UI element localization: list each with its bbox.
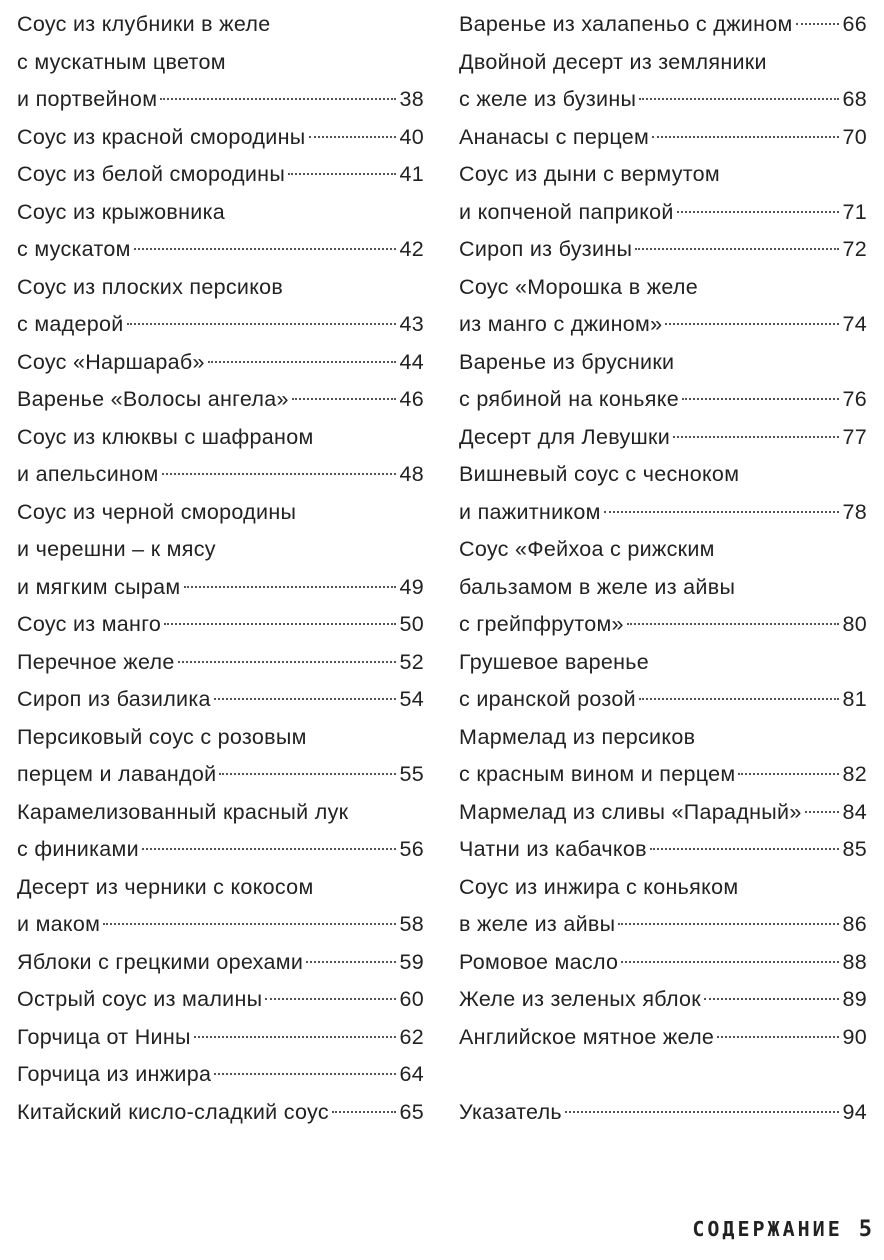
toc-entry-title: с мускатом [17,237,131,261]
toc-page-number: 68 [842,87,867,111]
toc-entry-title: Соус из инжира с коньяком [459,874,739,899]
toc-entry-line [17,606,424,644]
toc-page-number: 66 [842,12,867,36]
toc-entry-line [459,194,867,232]
toc-entry-title: Десерт из черники с кокосом [17,874,314,899]
toc-entry[interactable] [459,1019,867,1057]
dot-leader [214,698,397,700]
toc-entry-title: с грейпфрутом» [459,612,624,636]
toc-page-number: 71 [842,199,867,224]
toc-entry[interactable] [17,719,424,794]
toc-entry-title: из манго с джином» [459,312,663,336]
toc-entry-title: Варенье «Волосы ангела» [17,387,289,411]
toc-entry[interactable] [17,194,424,269]
toc-entry-line [459,381,867,419]
toc-entry-title: Яблоки с грецкими орехами [17,949,304,974]
toc-entry[interactable] [17,1056,424,1094]
toc-entry[interactable] [459,719,867,794]
toc-page-number: 78 [842,499,867,524]
toc-entry[interactable] [459,6,867,44]
toc-page-number: 46 [399,387,424,411]
toc-page-number: 56 [399,837,424,861]
toc-entry-line [459,756,867,794]
toc-entry[interactable] [17,681,424,719]
toc-entry-line [17,1056,424,1094]
toc-page-number: 58 [399,912,424,936]
toc-page-number: 48 [399,462,424,486]
toc-entry-line [459,419,867,457]
toc-left-column [17,6,424,1131]
toc-entry-title: Горчица от Нины [17,1024,191,1049]
toc-entry-title: и черешни – к мясу [17,537,216,561]
toc-entry-title: Соус из клубники в желе [17,12,271,36]
toc-entry-line [459,269,867,307]
toc-entry-line [17,494,424,532]
dot-leader [134,248,397,250]
toc-entry-line [459,119,867,157]
toc-entry-title: Варенье из брусники [459,349,675,374]
toc-page-number: 43 [399,312,424,336]
dot-leader [621,961,839,963]
toc-entry-title: Острый соус из малины [17,987,263,1011]
toc-entry-line [459,231,867,269]
toc-page-number: 81 [842,687,867,711]
dot-leader [292,398,397,400]
toc-entry-line [17,831,424,869]
toc-entry-line [459,944,867,982]
toc-entry-line [17,1019,424,1057]
toc-entry[interactable] [459,156,867,231]
toc-entry-line [459,981,867,1019]
toc-entry-title: Вишневый соус с чесноком [459,462,740,486]
toc-entry-title: Варенье из халапеньо с джином [459,12,793,36]
toc-page-number: 77 [842,424,867,449]
toc-entry[interactable] [459,344,867,419]
toc-entry-title: Соус из черной смородины [17,499,297,524]
dot-leader [194,1036,397,1038]
toc-entry[interactable] [17,156,424,194]
toc-entry-line [17,869,424,907]
dot-leader [219,773,396,775]
toc-entry-title: перцем и лавандой [17,762,217,786]
toc-entry[interactable] [17,644,424,682]
toc-entry-line [459,831,867,869]
dot-leader [635,248,839,250]
dot-leader [639,98,839,100]
dot-leader [677,211,840,213]
toc-entry-title: Персиковый соус с розовым [17,724,307,749]
toc-entry-title: и копченой паприкой [459,199,674,224]
toc-right-column [459,6,867,1131]
toc-entry-line [459,306,867,344]
dot-leader [704,998,839,1000]
toc-entry-title: с рябиной на коньяке [459,387,679,411]
dot-leader [673,436,839,438]
toc-entry-line [17,344,424,382]
toc-entry-title: с иранской розой [459,687,636,711]
toc-page-number: 86 [842,912,867,936]
section-title: СОДЕРЖАНИЕ [692,1217,843,1241]
toc-entry-line [17,1094,424,1132]
toc-entry-line [459,719,867,757]
toc-entry-title: Соус из плоских персиков [17,274,284,299]
toc-entry-title: Сироп из бузины [459,237,633,261]
toc-entry-line [459,606,867,644]
toc-entry-line [17,419,424,457]
toc-entry-title: Мармелад из персиков [459,724,696,749]
toc-entry-line [17,756,424,794]
dot-leader [682,398,840,400]
toc-entry-line [459,531,867,569]
toc-entry-title: Карамелизованный красный лук [17,799,349,824]
toc-entry-title: Соус из красной смородины [17,124,306,149]
toc-entry-line [17,119,424,157]
toc-entry-line [17,456,424,494]
toc-page-number: 82 [842,762,867,786]
toc-entry[interactable] [17,606,424,644]
toc-page-number: 41 [399,162,424,186]
toc-entry-title: Мармелад из сливы «Парадный» [459,799,802,824]
toc-page-number: 76 [842,387,867,411]
toc-entry-title: Ананасы с перцем [459,124,650,149]
toc-entry-title: Соус из крыжовника [17,199,226,224]
toc-entry[interactable] [459,531,867,644]
toc-entry[interactable] [17,419,424,494]
toc-entry-line [459,344,867,382]
toc-page-number: 59 [399,949,424,974]
toc-entry-line [17,6,424,44]
toc-entry-line [459,869,867,907]
dot-leader [103,923,396,925]
toc-entry[interactable] [459,869,867,944]
dot-leader [627,623,840,625]
toc-page-number: 54 [399,687,424,711]
toc-entry-title: с мускатным цветом [17,49,226,74]
toc-entry-title: с мадерой [17,312,124,336]
toc-page-number: 90 [842,1024,867,1049]
toc-entry-title: Грушевое варенье [459,649,650,674]
dot-leader [717,1036,839,1038]
toc-entry-line [459,1019,867,1057]
toc-entry-title: Перечное желе [17,649,175,674]
toc-entry-line [459,644,867,682]
toc-entry-line [459,44,867,82]
toc-page-number: 80 [842,612,867,636]
dot-leader [650,848,840,850]
toc-entry-line [17,231,424,269]
toc-page-number: 72 [842,237,867,261]
dot-leader [738,773,839,775]
toc-entry-title: бальзамом в желе из айвы [459,574,736,599]
toc-entry-title: Китайский кисло-сладкий соус [17,1099,329,1124]
toc-page-number: 88 [842,949,867,974]
toc-entry-line [459,456,867,494]
toc-entry[interactable] [459,981,867,1019]
toc-entry-title: и маком [17,912,101,936]
toc-spacer [459,1056,867,1094]
toc-entry-title: Чатни из кабачков [459,837,647,861]
toc-entry-line [459,81,867,119]
toc-entry-line [17,44,424,82]
folio-page-number: 5 [858,1217,872,1242]
toc-entry-title: Соус из клюквы с шафраном [17,424,314,449]
toc-page-number: 65 [399,1099,424,1124]
toc-entry[interactable] [17,269,424,344]
toc-entry-line [459,794,867,832]
toc-entry-line [17,81,424,119]
toc-entry-line [17,194,424,232]
toc-entry-line [17,569,424,607]
toc-entry[interactable] [17,494,424,607]
toc-entry-title: Английское мятное желе [459,1024,715,1049]
toc-entry-line [459,6,867,44]
toc-entry[interactable] [459,44,867,119]
toc-entry-title: и пажитником [459,499,601,524]
dot-leader [265,998,396,1000]
toc-entry[interactable] [17,344,424,382]
dot-leader [162,473,397,475]
dot-leader [306,961,396,963]
toc-entry[interactable] [459,419,867,457]
toc-page-number: 60 [399,987,424,1011]
dot-leader [164,623,396,625]
toc-page-number: 55 [399,762,424,786]
dot-leader [639,698,840,700]
toc-entry-title: Горчица из инжира [17,1062,212,1086]
toc-page-number: 89 [842,987,867,1011]
toc-page-number: 84 [842,799,867,824]
toc-entry-title: и портвейном [17,87,158,111]
toc-entry[interactable] [17,869,424,944]
dot-leader [208,361,397,363]
toc-entry[interactable] [17,119,424,157]
toc-entry-line [459,906,867,944]
toc-entry[interactable] [17,1019,424,1057]
toc-entry-title: Сироп из базилика [17,687,211,711]
toc-page-number: 85 [842,837,867,861]
toc-entry-title: Соус из манго [17,612,162,636]
toc-entry[interactable] [17,1094,424,1132]
toc-entry-title: в желе из айвы [459,912,616,936]
toc-entry-title: Соус «Морошка в желе [459,274,699,299]
toc-entry-line [459,569,867,607]
toc-entry-title: Ромовое масло [459,949,619,974]
running-footer [692,1217,872,1242]
toc-entry[interactable] [459,119,867,157]
toc-entry-line [17,156,424,194]
dot-leader [184,586,397,588]
toc-entry[interactable] [17,981,424,1019]
toc-page-number: 62 [399,1024,424,1049]
toc-entry[interactable] [459,831,867,869]
toc-entry-line [17,306,424,344]
dot-leader [796,23,840,25]
toc-page-number: 40 [399,124,424,149]
toc-entry[interactable] [17,944,424,982]
toc-page-number: 94 [842,1099,867,1124]
toc-entry[interactable] [459,456,867,531]
toc-page-number: 50 [399,612,424,636]
toc-entry-line [17,644,424,682]
toc-entry-line [459,681,867,719]
toc-entry-line [17,794,424,832]
toc-entry-line [17,531,424,569]
dot-leader [652,136,839,138]
toc-entry[interactable] [459,231,867,269]
toc-entry-title: Соус из белой смородины [17,162,286,186]
toc-entry[interactable] [459,1094,867,1132]
toc-entry-title: Двойной десерт из земляники [459,49,767,74]
toc-page-number: 74 [842,312,867,336]
toc-entry-line [17,906,424,944]
toc-entry[interactable] [459,944,867,982]
toc-entry-title: Соус из дыни с вермутом [459,162,721,186]
toc-page-number: 38 [399,87,424,111]
toc-entry-title: с финиками [17,837,139,861]
dot-leader [618,923,839,925]
dot-leader [178,661,397,663]
dot-leader [127,323,397,325]
toc-entry-title: и апельсином [17,462,159,486]
dot-leader [309,136,397,138]
dot-leader [604,511,840,513]
toc-entry-title: Соус «Наршараб» [17,349,205,374]
toc-entry-line [459,494,867,532]
toc-page-number: 70 [842,124,867,149]
toc-entry-title: и мягким сырам [17,574,181,599]
dot-leader [142,848,397,850]
toc-page-number: 52 [399,649,424,674]
toc-entry-line [17,981,424,1019]
toc-page-number: 44 [399,349,424,374]
toc-page-number: 49 [399,574,424,599]
toc-entry-line [17,381,424,419]
toc-page-number: 64 [399,1062,424,1086]
dot-leader [332,1111,397,1113]
toc-entry[interactable] [459,794,867,832]
toc-entry-line [459,1094,867,1132]
dot-leader [805,811,840,813]
toc-entry-title: Десерт для Левушки [459,424,671,449]
toc-entry-line [17,681,424,719]
toc-entry[interactable] [459,644,867,719]
dot-leader [160,98,396,100]
toc-entry-title: с желе из бузины [459,87,637,111]
dot-leader [288,173,396,175]
toc-page-number: 42 [399,237,424,261]
dot-leader [665,323,839,325]
toc-entry-title: Указатель [459,1099,562,1124]
toc-entry[interactable] [17,6,424,119]
toc-entry-line [17,719,424,757]
toc-entry[interactable] [17,381,424,419]
toc-entry[interactable] [459,269,867,344]
toc-entry[interactable] [17,794,424,869]
toc-entry-title: с красным вином и перцем [459,762,736,786]
toc-entry-title: Желе из зеленых яблок [459,987,702,1011]
toc-entry-line [17,269,424,307]
dot-leader [565,1111,840,1113]
toc-entry-line [17,944,424,982]
toc-entry-line [459,156,867,194]
dot-leader [214,1073,396,1075]
toc-entry-title: Соус «Фейхоа с рижским [459,537,715,561]
